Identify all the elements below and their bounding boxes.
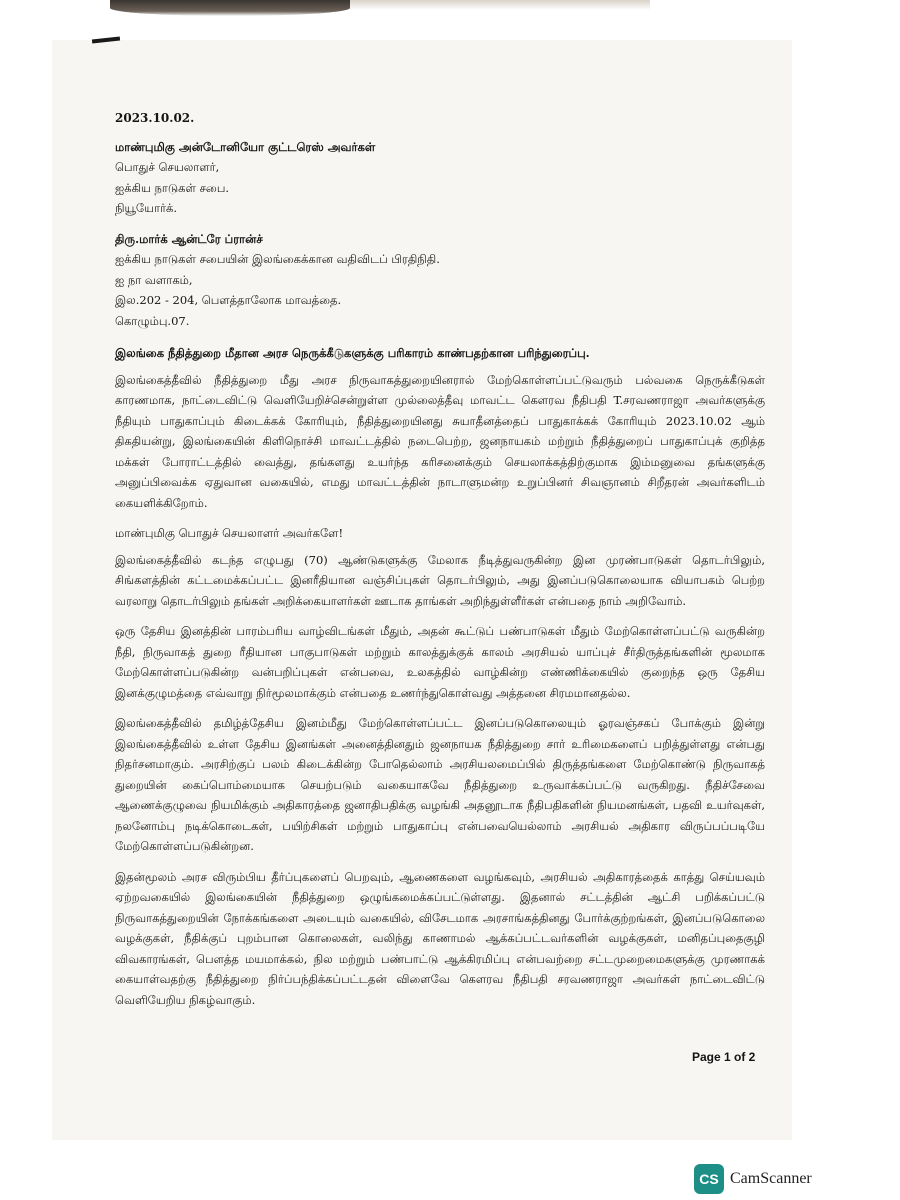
letter-date: 2023.10.02. — [115, 111, 195, 125]
recipient-name: திரு.மார்க் ஆன்ட்ரே ப்ரான்ச் — [115, 231, 263, 246]
letter-body — [115, 108, 765, 1020]
body-paragraph: இலங்கைத்தீவில் தமிழ்த்தேசிய இனம்மீது மேற்கொள்ளப்பட்ட இனப்படுகொலையும் ஓரவஞ்சகப் போக்கும் இன்று இலங்கைத்தீவில் உள்ள தேசிய இனங்கள் அனைத்தினதும் ஜனநாயக நீதித்துறை சார் உரிமைகளைப் பறித்துள்ளது என்பது நிதர்சனமாகும். அரசிற்குப் பலம் கிடைக்கின்ற போதெல்லாம் அரசியலமைப்பில் திருத்தங்களை மேற்கொண்டு நிருவாகத் துறையின் கைப்பொம்மையாக செயற்படும் வகையாகவே நீதித்துறை உருவாக்கப்பட்டு வருகிறது. நீதிச்சேவை ஆணைக்குழுவை நியமிக்கும் அதிகாரத்தை ஜனாதிபதிக்கு வழங்கி அதனூடாக நீதிபதிகளின் நியமனங்கள், பதவி உயர்வுகள், நலனோம்பு நடிக்கொடைகள், பயிற்சிகள் மற்றும் பாதுகாப்பு என்பவையெல்லாம் அரசியல் அதிகார விருப்பப்படியே மேற்கொள்ளப்படுகின்றன. — [115, 716, 765, 853]
recipient-block-2 — [115, 229, 765, 332]
scan-edge-fade — [350, 0, 650, 10]
body-paragraph: இலங்கைத்தீவில் கடந்த எழுபது (70) ஆண்டுகளுக்கு மேலாக நீடித்துவருகின்ற இன முரண்பாடுகள் தொடர்பிலும், சிங்களத்தின் கட்டமைக்கப்பட்ட இனரீதியான வஞ்சிப்புகள் தொடர்பிலும், அது இனப்படுகொலையாக வியாபகம் பெற்ற வரலாறு தொடர்பிலும் தங்கள் அறிக்கையாளர்கள் ஊடாக தாங்கள் அறிந்துள்ளீர்கள் என்பதை நாம் அறிவோம். — [115, 552, 765, 608]
body-paragraph: இலங்கைத்தீவில் நீதித்துறை மீது அரச நிருவாகத்துறையினரால் மேற்கொள்ளப்பட்டுவரும் பல்வகை நெருக்கீடுகள் காரணமாக, நாட்டைவிட்டு வெளியேறிச்சென்றுள்ள முல்லைத்தீவு மாவட்ட கௌரவ நீதிபதி T.சரவணராஜா அவர்களுக்கு நீதியும் பாதுகாப்பும் கிடைக்கக் கோரியும், நீதித்துறையினது சுயாதீனத்தைப் பாதுகாக்கக் கோரியும் 2023.10.02 ஆம் திகதியன்று, இலங்கையின் கிளிநொச்சி மாவட்டத்தில் நடைபெற்ற, ஜனநாயகம் மற்றும் நீதித்துறைப் பாதுகாப்புக் குறித்த மக்கள் போராட்டத்தில் வைத்து, தங்களது உயர்ந்த கரிசனைக்கும் செயலாக்கத்திற்குமாக இம்மனுவை தங்களுக்கு அனுப்பிவைக்க ஏதுவான வகையில், எமது மாவட்டத்தின் நாடாளுமன்ற உறுப்பினர் சிவஞானம் சிறீதரன் அவர்களிடம் கையளிக்கிறோம். — [115, 372, 765, 510]
recipient-address-line: கொழும்பு.07. — [115, 313, 190, 328]
recipient-address-line: நியூயோர்க். — [115, 201, 177, 215]
letter-subject: இலங்கை நீதித்துறை மீதான அரச நெருக்கீடுகளுக்கு பரிகாரம் காண்பதற்கான பரிந்துரைப்பு. — [115, 346, 590, 360]
page-number: Page 1 of 2 — [692, 1050, 756, 1064]
recipient-address-line: ஐக்கிய நாடுகள் சபையின் இலங்கைக்கான வதிவிடப் பிரதிநிதி. — [115, 252, 440, 266]
salutation: மாண்புமிகு பொதுச் செயலாளர் அவர்களே! — [115, 526, 344, 540]
body-paragraph: ஒரு தேசிய இனத்தின் பாரம்பரிய வாழ்விடங்கள் மீதும், அதன் கூட்டுப் பண்பாடுகள் மீதும் மேற்கொள்ளப்பட்டு வருகின்ற நீதி, நிருவாகத் துறை ரீதியான பாகுபாடுகள் மற்றும் காலத்துக்குக் காலம் அரசியல் யாப்புச் சீர்திருத்தங்களின் மூலமாக மேற்கொள்ளப்படுகின்ற வன்பறிப்புகள் என்பவை, உலகத்தில் வாழ்கின்ற எண்ணிக்கையில் குறைந்த ஒரு தேசிய இனக்குழுமத்தை எவ்வாறு நிர்மூலமாக்கும் என்பதை உணர்ந்துகொள்வது அத்தனை சிரமமானதல்ல. — [115, 624, 765, 700]
recipient-name: மாண்புமிகு அன்டோனியோ குட்டரெஸ் அவர்கள் — [115, 139, 376, 154]
recipient-address-line: இல.202 - 204, பௌத்தாலோக மாவத்தை. — [115, 293, 342, 307]
recipient-block-1 — [115, 137, 765, 219]
camscanner-watermark — [694, 1164, 812, 1194]
recipient-address-line: ஐ நா வளாகம், — [115, 272, 193, 287]
body-paragraph: இதன்மூலம் அரச விரும்பிய தீர்ப்புகளைப் பெறவும், ஆணைகளை வழங்கவும், அரசியல் அதிகாரத்தைக் காத்து செய்யவும் ஏற்றவகையில் இலங்கையின் நீதித்துறை ஒழுங்கமைக்கப்பட்டுள்ளது. இதனால் சட்டத்தின் ஆட்சி பறிக்கப்பட்டு நிருவாகத்துறையின் நோக்கங்களை அடையும் வகையில், விசேடமாக அரசாங்கத்தினது போர்க்குற்றங்கள், இனப்படுகொலை வழக்குகள், நீதிக்குப் புறம்பான கொலைகள், வலிந்து காணாமல் ஆக்கப்பட்டவர்களின் வழக்குகள், மனிதப்புதைகுழி விவகாரங்கள், பௌத்த மயமாக்கல், நில மற்றும் பண்பாட்டு ஆக்கிரமிப்பு என்பவற்றை சட்டமுறைமைகளுக்கு முரணாகக் கையாள்வதற்கு நீதித்துறை நிர்ப்பந்திக்கப்பட்டதன் விளைவே கௌரவ நீதிபதி சரவணராஜா அவர்கள் நாட்டைவிட்டு வெளியேறிய நிகழ்வாகும். — [115, 869, 765, 1007]
camscanner-logo-icon: CS — [694, 1164, 724, 1194]
recipient-address-line: ஐக்கிய நாடுகள் சபை. — [115, 180, 230, 195]
scan-edge-shadow — [110, 0, 350, 16]
camscanner-label: CamScanner — [730, 1170, 812, 1187]
recipient-address-line: பொதுச் செயலாளர், — [115, 160, 220, 174]
